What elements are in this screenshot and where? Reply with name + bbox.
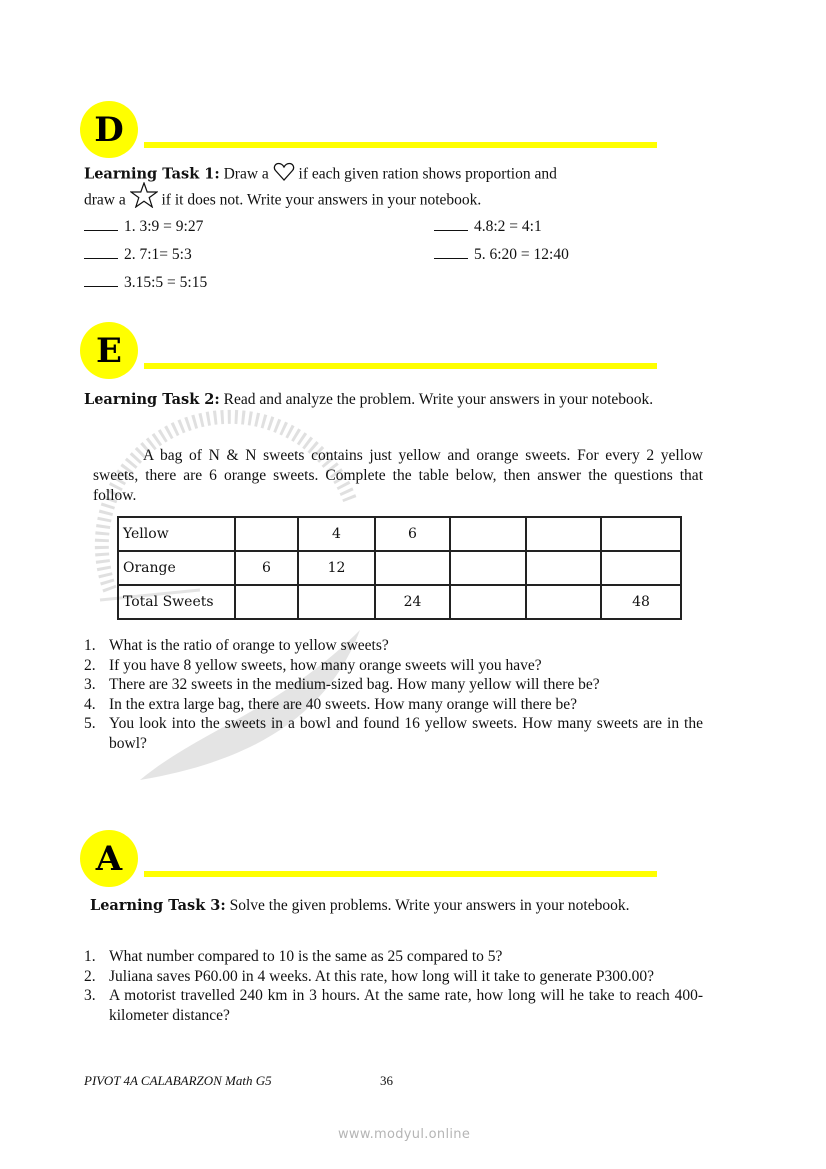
table-row: Total Sweets 24 48: [118, 585, 681, 619]
section-badge-d: [80, 101, 138, 158]
list-item: 4. In the extra large bag, there are 40 sweets. How many orange will there be?: [84, 695, 577, 713]
table-row: Orange 6 12: [118, 551, 681, 585]
section-letter: D: [94, 109, 124, 150]
problem-statement: A bag of N & N sweets contains just yellow and orange sweets. For every 2 yellow sweets, there are 6 orange sweets. Complete the table below, then answer the questions that follow.: [93, 447, 703, 504]
list-item: 1. What is the ratio of orange to yellow sweets?: [84, 637, 389, 654]
task-1-item: 1. 3:9 = 9:27: [84, 217, 203, 237]
list-item: 1. What number compared to 10 is the same as 25 compared to 5?: [84, 948, 503, 965]
website-watermark: www.modyul.online: [338, 1127, 471, 1142]
task-2-questions: [84, 636, 703, 753]
answer-blank[interactable]: [84, 245, 118, 259]
answer-blank[interactable]: [434, 245, 468, 259]
list-item: 2. Juliana saves P60.00 in 4 weeks. At this rate, how long will it take to generate P300.00?: [84, 967, 654, 985]
section-letter: E: [96, 330, 122, 371]
list-item: 3. A motorist travelled 240 km in 3 hours. At the same rate, how long will he take to reach 400-kilometer distance?: [84, 987, 703, 1024]
task-3-questions: [84, 947, 703, 1025]
section-badge-e: [80, 322, 138, 379]
task-1-item: 4.8:2 = 4:1: [434, 217, 542, 237]
task-3-instructions: Learning Task 3: Solve the given problems. Write your answers in your notebook.: [90, 897, 630, 914]
footer-title: PIVOT 4A CALABARZON Math G5: [84, 1073, 272, 1088]
task-label: Learning Task 2:: [84, 391, 220, 408]
answer-blank[interactable]: [434, 217, 468, 231]
section-underline: [144, 363, 657, 369]
section-underline: [144, 142, 657, 148]
task-1-instructions: Learning Task 1: Draw a if each given ration shows proportion and draw a if it does not. Write your answers in your notebook.: [84, 162, 702, 214]
task-1-item: 2. 7:1= 5:3: [84, 245, 192, 265]
answer-blank[interactable]: [84, 273, 118, 287]
page-number: 36: [380, 1073, 393, 1088]
task-label: Learning Task 1:: [84, 165, 220, 183]
ratio-table: [117, 516, 682, 620]
task-label: Learning Task 3:: [90, 897, 226, 914]
answer-blank[interactable]: [84, 217, 118, 231]
list-item: 2. If you have 8 yellow sweets, how many orange sweets will you have?: [84, 656, 542, 674]
table-row: Yellow 4 6: [118, 517, 681, 551]
list-item: 5. You look into the sweets in a bowl and found 16 yellow sweets. How many sweets are in the bowl?: [84, 715, 703, 752]
section-underline: [144, 871, 657, 877]
task-1-item: 5. 6:20 = 12:40: [434, 245, 569, 265]
task-2-instructions: Learning Task 2: Read and analyze the problem. Write your answers in your notebook.: [84, 391, 654, 408]
section-badge-a: [80, 830, 138, 887]
task-1-item: 3.15:5 = 5:15: [84, 273, 207, 293]
star-outline-icon: [130, 182, 158, 214]
section-letter: A: [95, 838, 123, 879]
heart-outline-icon: [273, 162, 295, 188]
list-item: 3. There are 32 sweets in the medium-sized bag. How many yellow will there be?: [84, 676, 600, 693]
